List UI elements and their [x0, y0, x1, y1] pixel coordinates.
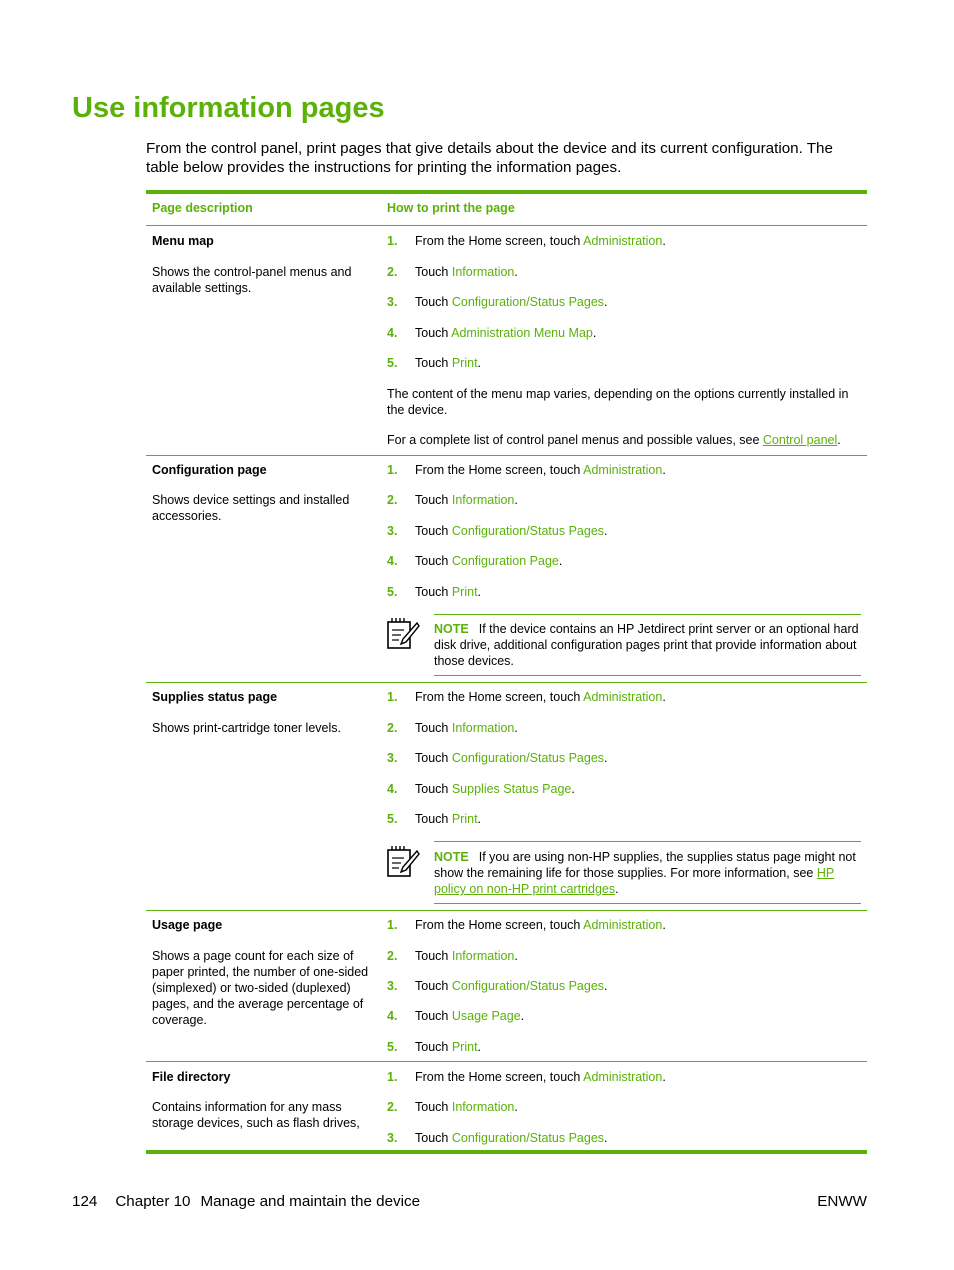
row-divider: [146, 910, 867, 911]
menu-map-note-paragraph: The content of the menu map varies, depending on the options currently installed in the device.: [387, 387, 849, 417]
page-title: Use information pages: [72, 92, 385, 124]
row-divider: [146, 682, 867, 683]
note-top-rule: [434, 841, 861, 842]
note-icon: [386, 617, 420, 651]
note-bottom-rule: [434, 675, 861, 676]
menu-item-administration: Administration: [583, 918, 663, 932]
row-desc-file-directory: Contains information for any mass storage devices, such as flash drives,: [152, 1100, 360, 1130]
row-title-supplies-status-page: Supplies status page: [152, 690, 278, 704]
column-header-description: Page description: [152, 201, 253, 215]
menu-item-config-status-pages: Configuration/Status Pages: [451, 1131, 605, 1145]
chapter-title: Manage and maintain the device: [200, 1193, 421, 1210]
note-label: NOTE: [434, 850, 469, 864]
table-bottom-rule: [146, 1150, 867, 1154]
page-footer-left: [72, 1193, 420, 1210]
note-icon: [386, 845, 420, 879]
note-label: NOTE: [434, 622, 469, 636]
menu-item-supplies-status-page: Supplies Status Page: [451, 782, 572, 796]
row-divider: [146, 1061, 867, 1062]
menu-item-administration: Administration: [583, 234, 663, 248]
row-desc-configuration-page: Shows device settings and installed accessories.: [152, 493, 350, 523]
menu-item-configuration-page: Configuration Page: [451, 554, 559, 568]
row-desc-usage-page: Shows a page count for each size of paper printed, the number of one-sided (simplexed) or two-sided (duplexed) pages, and the average percentage of coverage.: [152, 949, 369, 1027]
menu-item-print: Print: [451, 585, 478, 599]
menu-item-config-status-pages: Configuration/Status Pages: [451, 295, 605, 309]
menu-item-print: Print: [451, 356, 478, 370]
row-title-usage-page: Usage page: [152, 918, 223, 932]
menu-map-reference-paragraph: For a complete list of control panel menus and possible values, see Control panel.: [387, 433, 841, 447]
row-title-configuration-page: Configuration page: [152, 463, 267, 477]
menu-item-admin-menu-map: Administration Menu Map: [451, 326, 593, 340]
hp-policy-link[interactable]: HP policy on non-HP print cartridges: [434, 866, 835, 896]
page-number: 124: [72, 1193, 98, 1210]
menu-item-config-status-pages: Configuration/Status Pages: [451, 524, 605, 538]
menu-item-administration: Administration: [583, 690, 663, 704]
menu-item-administration: Administration: [583, 1070, 663, 1084]
chapter-label: Chapter 10: [115, 1193, 191, 1210]
page-footer-right: ENWW: [817, 1193, 867, 1210]
note-top-rule: [434, 614, 861, 615]
note-supplies: NOTE If you are using non-HP supplies, the supplies status page might not show the remaining life for those supplies. For more information, see HP policy on non-HP print cartridges.: [434, 850, 856, 896]
intro-paragraph: From the control panel, print pages that give details about the device and its current configuration. The table below provides the instructions for printing the information pages.: [146, 140, 833, 176]
menu-item-information: Information: [451, 265, 515, 279]
menu-item-administration: Administration: [583, 463, 663, 477]
note-configuration: NOTE If the device contains an HP Jetdirect print server or an optional hard disk drive, additional configuration pages print that provide information about those devices.: [434, 622, 859, 668]
menu-item-print: Print: [451, 1040, 478, 1054]
row-divider: [146, 455, 867, 456]
row-title-menu-map: Menu map: [152, 234, 214, 248]
row-desc-menu-map: Shows the control-panel menus and available settings.: [152, 265, 352, 295]
menu-item-config-status-pages: Configuration/Status Pages: [451, 751, 605, 765]
menu-item-information: Information: [451, 721, 515, 735]
menu-item-usage-page: Usage Page: [451, 1009, 521, 1023]
row-title-file-directory: File directory: [152, 1070, 231, 1084]
table-top-rule: [146, 190, 867, 194]
column-header-how-to: How to print the page: [387, 201, 515, 215]
row-desc-supplies-status-page: Shows print-cartridge toner levels.: [152, 721, 341, 735]
menu-item-config-status-pages: Configuration/Status Pages: [451, 979, 605, 993]
menu-item-information: Information: [451, 1100, 515, 1114]
header-divider: [146, 225, 867, 226]
menu-item-information: Information: [451, 493, 515, 507]
menu-item-information: Information: [451, 949, 515, 963]
note-bottom-rule: [434, 903, 861, 904]
menu-item-print: Print: [451, 812, 478, 826]
control-panel-link[interactable]: Control panel: [762, 433, 838, 447]
